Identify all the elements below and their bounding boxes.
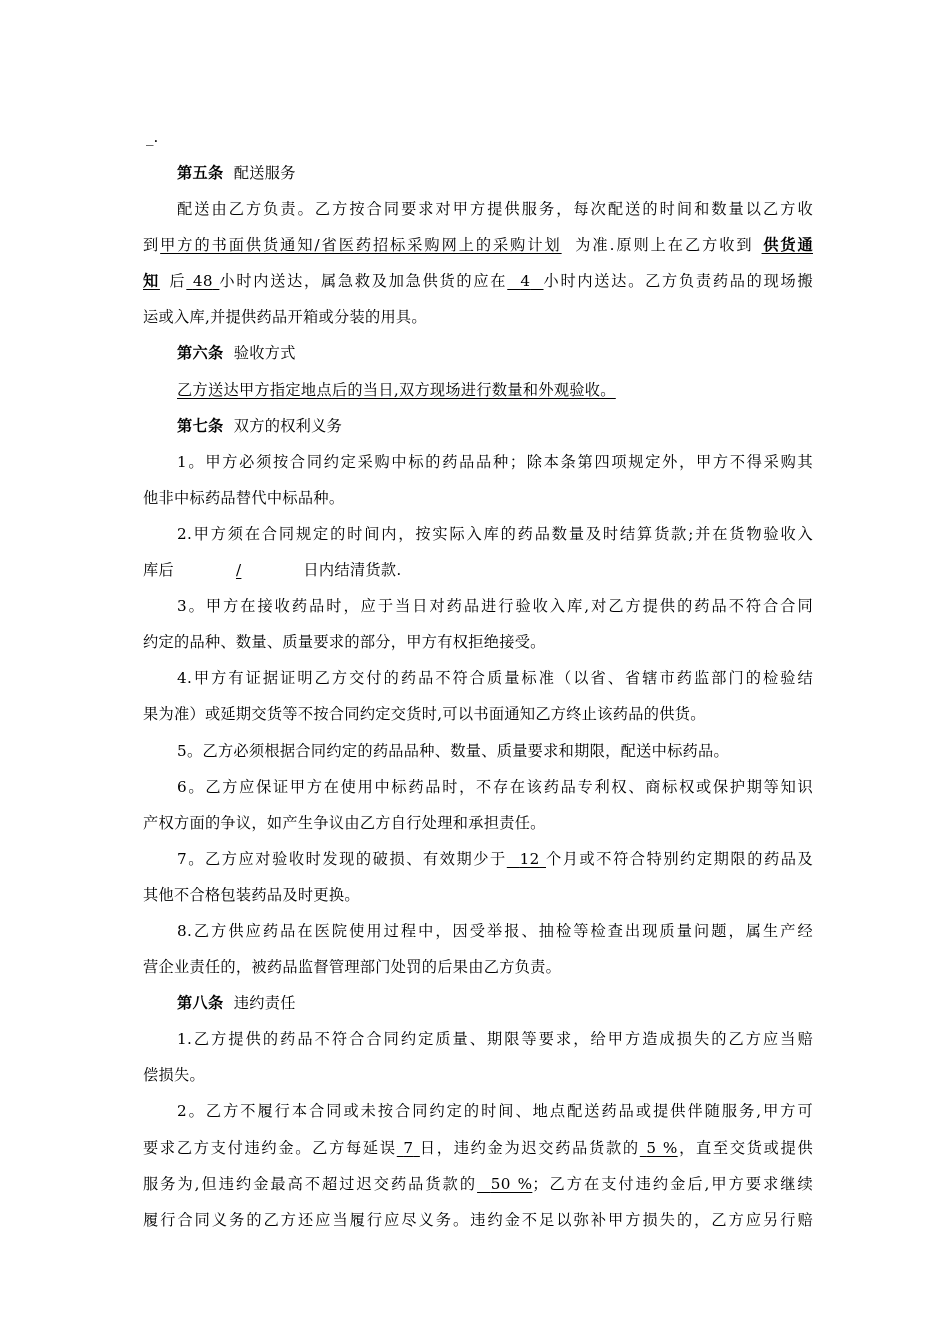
text: 要求乙方支付违约金。乙方每延误 [143, 1138, 397, 1157]
text: ；乙方在支付违约金后,甲方要求继续 [532, 1174, 813, 1193]
article-8-item-2-line-4: 履行合同义务的乙方还应当履行应尽义务。违约金不足以弥补甲方损失的，乙方应另行赔 [143, 1210, 813, 1229]
text: ，直至交货或提供 [677, 1138, 813, 1157]
penalty-cap-value: 50 % [490, 1174, 533, 1193]
article-8-item-2-line-3 [143, 1166, 813, 1202]
article-7-item-7-line-1 [143, 841, 813, 877]
article-5-line-1: 配送由乙方负责。乙方按合同要求对甲方提供服务，每次配送的时间和数量以乙方收 [177, 200, 813, 219]
urgent-hours-field [507, 272, 543, 290]
acceptance-method-field: 乙方送达甲方指定地点后的当日,双方现场进行数量和外观验收。 [177, 380, 616, 399]
article-8-item-2-line-1: 2。乙方不履行本合同或未按合同约定的时间、地点配送药品或提供伴随服务,甲方可 [177, 1102, 813, 1121]
article-5-heading [143, 155, 813, 191]
article-7-item-2-line-2 [143, 552, 813, 588]
article-8-subtitle: 违约责任 [233, 994, 296, 1013]
penalty-cap-field [477, 1175, 532, 1193]
article-7-item-3-line-2: 约定的品种、数量、质量要求的部分，甲方有权拒绝接受。 [143, 633, 546, 652]
payment-days-field [174, 561, 303, 579]
text: 为准.原则上在乙方收到 [573, 236, 754, 255]
article-7-item-3-line-1: 3。甲方在接收药品时，应于当日对药品进行验收入库,对乙方提供的药品不符合合同 [177, 597, 813, 616]
text: 个月或不符合特别约定期限的药品及 [546, 849, 813, 868]
article-7-item-8-line-2: 营企业责任的，被药品监督管理部门处罚的后果由乙方负责。 [143, 958, 562, 977]
article-7-subtitle: 双方的权利义务 [233, 416, 343, 435]
text: 服务为,但违约金最高不超过迟交药品货款的 [143, 1174, 478, 1193]
article-7-item-4-line-1: 4.甲方有证据证明乙方交付的药品不符合质量标准（以省、省辖市药监部门的检验结 [177, 669, 813, 688]
penalty-rate-value: 5 % [646, 1138, 678, 1157]
notice-term: 供货通 [761, 236, 813, 255]
text: 7。乙方应对验收时发现的破损、有效期少于 [177, 849, 507, 868]
article-7-item-4-line-2: 果为准）或延期交货等不按合同约定交货时,可以书面通知乙方终止该药品的供货。 [143, 705, 706, 724]
article-8-item-1-line-2: 偿损失。 [143, 1066, 205, 1085]
text: 后 [167, 272, 187, 291]
text: 日内结清货款. [303, 561, 402, 580]
article-7-item-2-line-1: 2.甲方须在合同规定的时间内，按实际入库的药品数量及时结算货款;并在货物验收入 [177, 524, 813, 543]
article-7-item-6-line-1: 6。乙方应保证甲方在使用中标药品时，不存在该药品专利权、商标权或保护期等知识 [177, 777, 813, 796]
article-8-title: 第八条 [177, 994, 224, 1013]
article-6-title: 第六条 [177, 344, 224, 363]
article-8-heading [143, 985, 813, 1021]
text: 到 [143, 236, 161, 255]
article-5-title: 第五条 [177, 164, 224, 182]
text: 库后 [143, 561, 174, 580]
article-7-item-1-line-2: 他非中标药品替代中标品种。 [143, 488, 345, 507]
article-7-item-6-line-2: 产权方面的争议，如产生争议由乙方自行处理和承担责任。 [143, 813, 546, 832]
delivery-hours-value: 48 [192, 272, 213, 291]
payment-days-value: / [235, 561, 242, 580]
article-7-item-5: 5。乙方必须根据合同约定的药品品种、数量、质量要求和期限，配送中标药品。 [177, 741, 730, 760]
article-7-title: 第七条 [177, 416, 224, 435]
delay-days-value: 7 [403, 1138, 414, 1157]
article-5-line-3 [143, 263, 813, 299]
article-5-subtitle: 配送服务 [233, 164, 296, 182]
text: 小时内送达，属急救及加急供货的应在 [219, 272, 508, 291]
text: 日，违约金为迟交药品货款的 [419, 1138, 640, 1157]
article-5-line-4: 运或入库,并提供药品开箱或分装的用具。 [143, 308, 427, 327]
article-6-line-1 [143, 372, 813, 408]
notice-term-end: 知 [143, 272, 160, 291]
delivery-hours-field [186, 272, 219, 290]
expiry-months-field [507, 850, 546, 868]
page-top-mark: _. [146, 128, 159, 146]
article-7-heading [143, 408, 813, 444]
text: 小时内送达。乙方负责药品的现场搬 [543, 272, 813, 291]
article-7-item-7-line-2: 其他不合格包装药品及时更换。 [143, 885, 360, 904]
article-5-line-2 [143, 227, 813, 263]
contract-body [143, 155, 813, 1238]
delivery-basis-field: 甲方的书面供货通知/省医药招标采购网上的采购计划 [160, 236, 562, 255]
article-6-heading [143, 335, 813, 371]
article-6-subtitle: 验收方式 [233, 344, 296, 363]
urgent-hours-value: 4 [520, 272, 531, 291]
article-7-item-1-line-1: 1。甲方必须按合同约定采购中标的药品品种；除本条第四项规定外，甲方不得采购其 [177, 452, 813, 471]
expiry-months-value: 12 [519, 849, 540, 868]
penalty-rate-field [640, 1139, 678, 1157]
delay-days-field [397, 1139, 420, 1157]
article-8-item-1-line-1: 1.乙方提供的药品不符合合同约定质量、期限等要求，给甲方造成损失的乙方应当赔 [177, 1030, 813, 1049]
article-8-item-2-line-2 [143, 1130, 813, 1166]
article-7-item-8-line-1: 8.乙方供应药品在医院使用过程中，因受举报、抽检等检查出现质量问题，属生产经 [177, 921, 813, 940]
